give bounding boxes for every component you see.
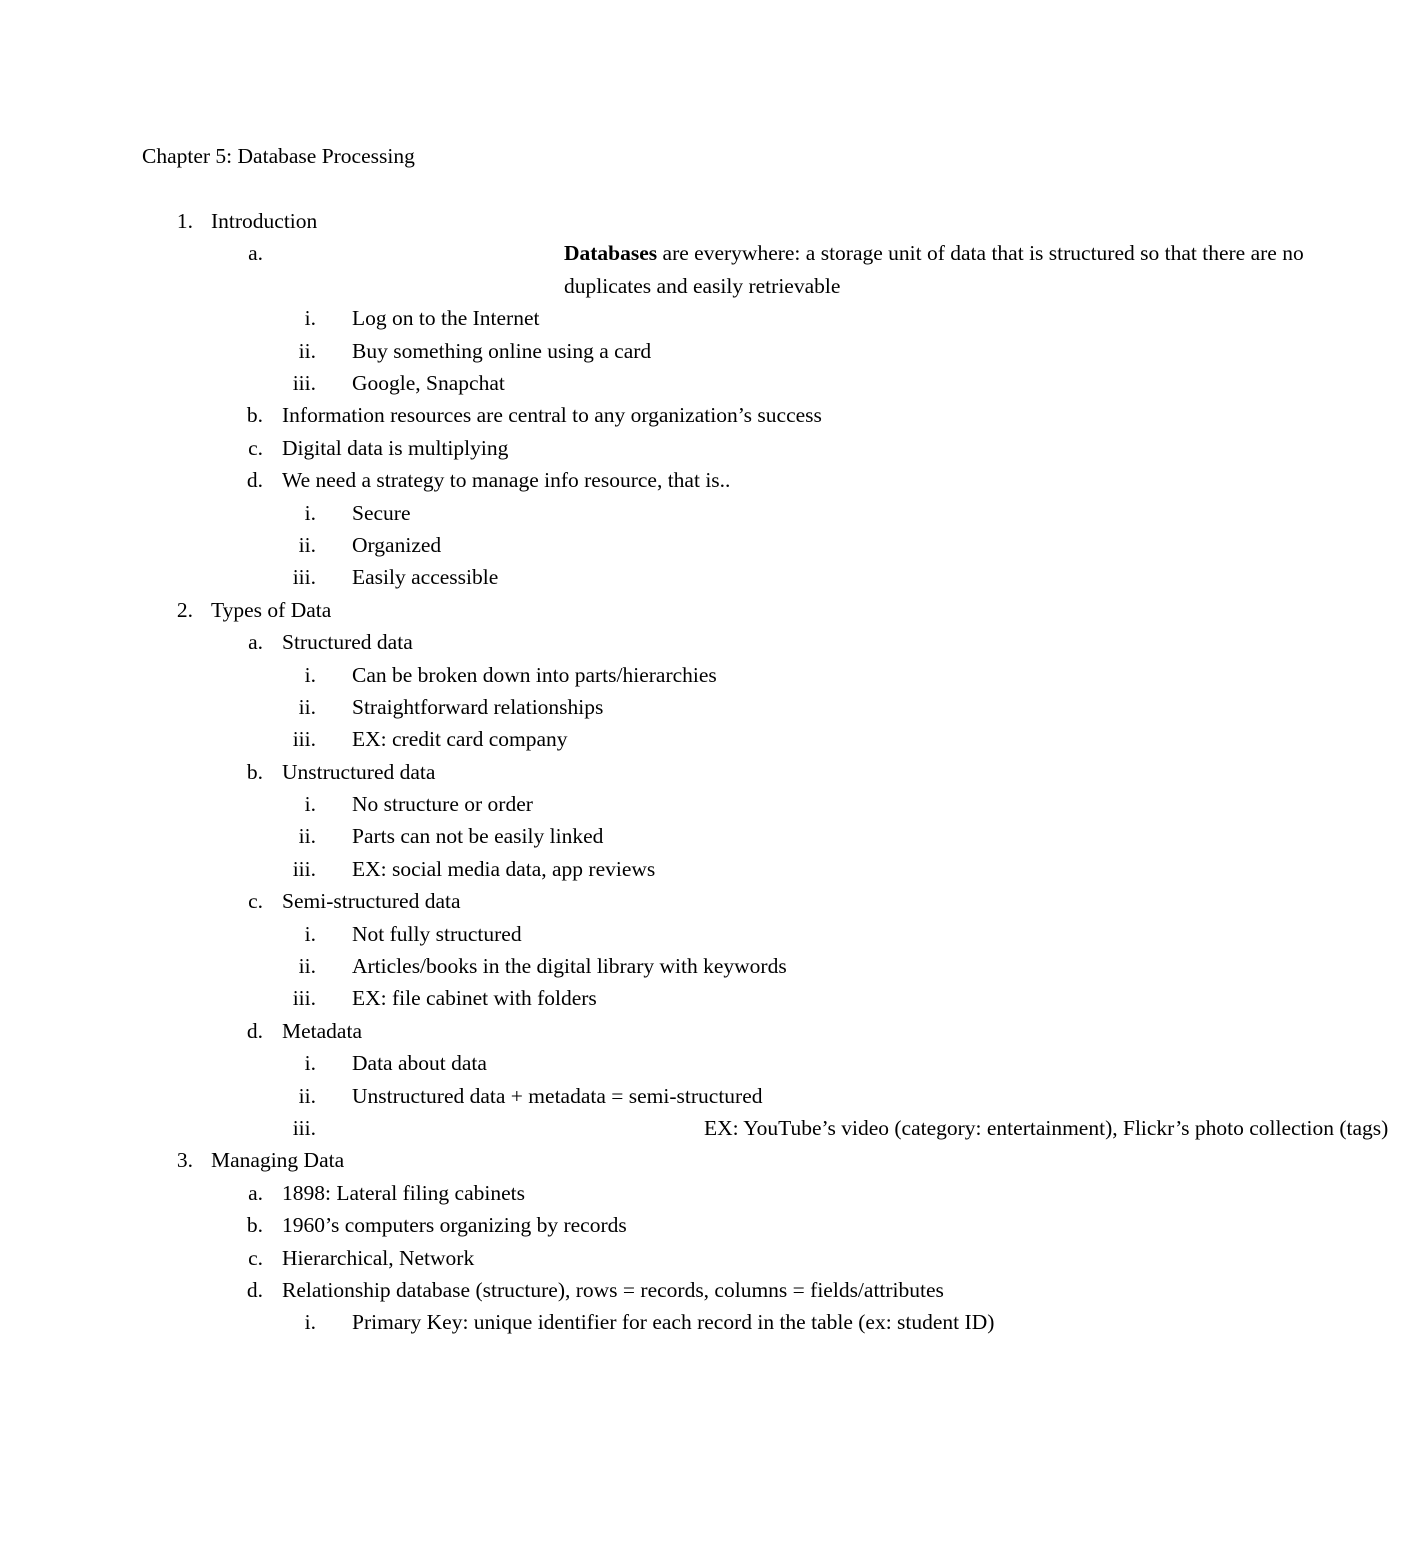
list-marker: i.	[304, 1051, 316, 1076]
list-marker: ii.	[298, 954, 316, 979]
list-marker: iii.	[292, 1115, 316, 1140]
list-marker: c.	[248, 435, 263, 460]
list-marker: iii.	[292, 986, 316, 1011]
list-item	[0, 885, 1200, 917]
list-marker: d.	[246, 468, 263, 493]
list-item-text: Articles/books in the digital library with keywords	[352, 954, 787, 979]
list-marker: i.	[304, 306, 316, 331]
section-heading: Types of Data	[211, 597, 332, 622]
list-item-text: Metadata	[282, 1018, 362, 1043]
list-item-text: Semi-structured data	[282, 889, 461, 914]
list-marker: ii.	[298, 824, 316, 849]
list-item-text: Google, Snapchat	[352, 370, 505, 395]
list-item	[0, 1047, 1200, 1079]
outline-list	[0, 205, 1389, 1339]
list-item	[0, 1177, 1200, 1209]
bold-term: Databases	[564, 241, 658, 266]
list-item-text: EX: social media data, app reviews	[352, 856, 656, 881]
list-item-text: EX: YouTube’s video (category: entertainment), Flickr’s photo collection (tags)	[704, 1115, 1389, 1140]
list-marker: 2.	[176, 597, 193, 622]
list-marker: i.	[304, 921, 316, 946]
list-item	[0, 788, 1200, 820]
list-item-text: Unstructured data	[282, 759, 436, 784]
list-item	[0, 529, 1200, 561]
list-marker: a.	[248, 630, 263, 655]
list-item	[0, 691, 1200, 723]
list-marker: ii.	[298, 1083, 316, 1108]
list-item-text: Parts can not be easily linked	[352, 824, 604, 849]
list-marker: a.	[248, 241, 263, 266]
document-title: Chapter 5: Database Processing	[142, 144, 415, 168]
section-types-of-data	[0, 594, 1200, 626]
list-item	[0, 1080, 1200, 1112]
list-item	[0, 335, 1200, 367]
section-heading: Introduction	[211, 209, 318, 233]
list-item-text: Easily accessible	[352, 565, 499, 590]
list-item-text: Digital data is multiplying	[282, 435, 509, 460]
list-item	[0, 723, 1200, 755]
list-marker: ii.	[298, 338, 316, 363]
list-marker: c.	[248, 1245, 263, 1270]
list-marker: d.	[246, 1018, 263, 1043]
section-heading: Managing Data	[211, 1148, 345, 1173]
list-item	[0, 820, 1200, 852]
definition-text: are everywhere: a storage unit of data that is structured so that there are no duplicates and easily retrievable	[564, 241, 1304, 298]
list-item	[0, 982, 1200, 1014]
list-marker: i.	[304, 500, 316, 525]
list-item	[0, 497, 1200, 529]
list-item-text: Straightforward relationships	[352, 694, 604, 719]
list-item	[0, 1209, 1200, 1241]
list-marker: ii.	[298, 532, 316, 557]
list-item-text: Relationship database (structure), rows = records, columns = fields/attributes	[282, 1277, 944, 1302]
list-item	[0, 950, 1200, 982]
list-item-text: EX: credit card company	[352, 727, 568, 752]
list-item-text: Secure	[352, 500, 411, 525]
list-item-text: Can be broken down into parts/hierarchies	[352, 662, 717, 687]
list-item-text: No structure or order	[352, 792, 533, 817]
list-item	[0, 1306, 1200, 1338]
list-item-text: We need a strategy to manage info resource, that is..	[282, 468, 731, 493]
list-marker: iii.	[292, 565, 316, 590]
list-item-text: EX: file cabinet with folders	[352, 986, 597, 1011]
list-marker: iii.	[292, 370, 316, 395]
list-item-text: Primary Key: unique identifier for each record in the table (ex: student ID)	[352, 1310, 995, 1335]
list-item-text: Hierarchical, Network	[282, 1245, 475, 1270]
list-item-text: Not fully structured	[352, 921, 522, 946]
section-managing-data	[0, 1144, 1200, 1176]
section-introduction	[0, 205, 1200, 237]
list-item	[0, 756, 1200, 788]
list-item-text: Data about data	[352, 1051, 487, 1076]
list-marker: 1.	[176, 209, 193, 233]
list-item	[0, 1274, 1200, 1306]
list-item	[0, 464, 1200, 496]
list-marker: c.	[248, 889, 263, 914]
list-item	[0, 367, 1200, 399]
list-marker: i.	[304, 792, 316, 817]
list-item	[0, 399, 1200, 431]
list-marker: iii.	[292, 856, 316, 881]
list-item	[0, 659, 1200, 691]
list-item-text	[564, 237, 1324, 302]
list-marker: i.	[304, 1310, 316, 1335]
list-item	[0, 1112, 1389, 1144]
list-item-text: 1898: Lateral filing cabinets	[282, 1180, 525, 1205]
list-item	[0, 237, 1304, 302]
list-item	[0, 1015, 1200, 1047]
list-marker: i.	[304, 662, 316, 687]
list-marker: b.	[246, 403, 263, 428]
list-marker: d.	[246, 1277, 263, 1302]
list-item-text: Organized	[352, 532, 442, 557]
list-marker: ii.	[298, 694, 316, 719]
list-item-text: Information resources are central to any organization’s success	[282, 403, 822, 428]
list-marker: a.	[248, 1180, 263, 1205]
list-marker: b.	[246, 1213, 263, 1238]
list-item-text: Unstructured data + metadata = semi-structured	[352, 1083, 763, 1108]
list-item-text: Buy something online using a card	[352, 338, 652, 363]
list-item-text: Log on to the Internet	[352, 306, 540, 331]
list-item	[0, 1242, 1200, 1274]
list-marker: 3.	[176, 1148, 193, 1173]
list-item	[0, 432, 1200, 464]
list-item	[0, 918, 1200, 950]
list-item	[0, 853, 1200, 885]
list-item	[0, 302, 1200, 334]
list-item	[0, 561, 1200, 593]
list-item-text: Structured data	[282, 630, 413, 655]
list-item-text: 1960’s computers organizing by records	[282, 1213, 627, 1238]
list-marker: iii.	[292, 727, 316, 752]
list-marker: b.	[246, 759, 263, 784]
list-item	[0, 626, 1200, 658]
